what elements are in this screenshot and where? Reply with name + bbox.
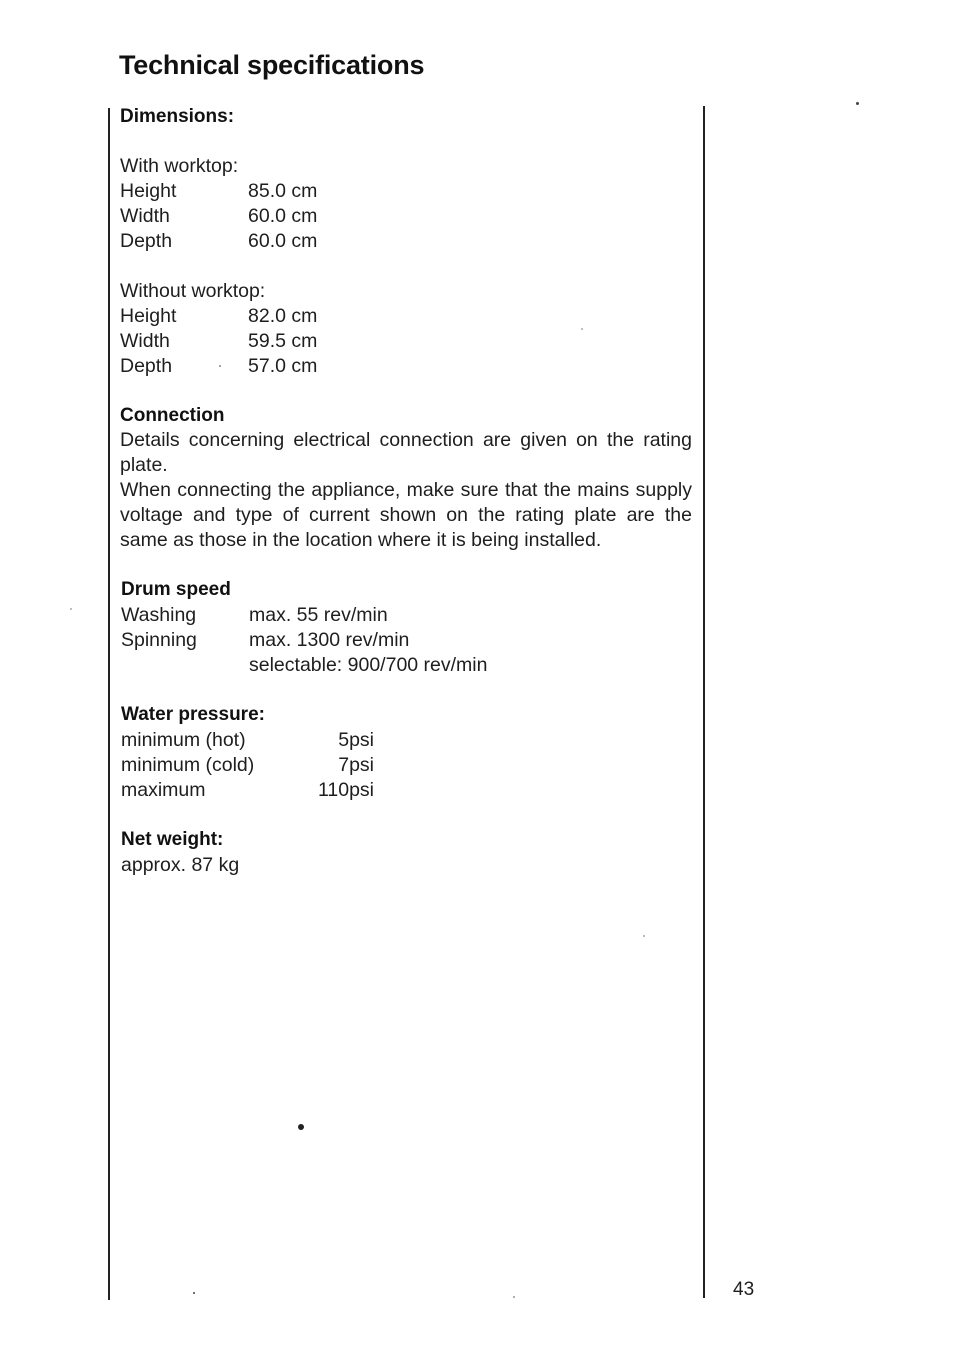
left-margin-rule [108,108,110,1300]
connection-text [120,428,692,553]
pressure-min-hot-value: 5psi [338,729,374,751]
spinning-label: Spinning [121,629,197,651]
net-weight-heading: Net weight: [121,829,224,850]
with-worktop-width-label: Width [120,205,170,227]
without-worktop-label: Without worktop: [120,280,266,302]
connection-heading: Connection [120,405,225,426]
pressure-max-label: maximum [121,779,206,801]
without-worktop-depth-label: Depth [120,355,173,377]
dimensions-heading: Dimensions: [120,106,235,127]
with-worktop-height-label: Height [120,180,177,202]
scan-speck [513,1296,515,1298]
without-worktop-width-label: Width [120,330,170,352]
without-worktop-height-label: Height [120,305,177,327]
washing-value: max. 55 rev/min [249,604,388,626]
spinning-value: max. 1300 rev/min [249,629,410,651]
without-worktop-height-value: 82.0 cm [248,305,318,327]
scan-speck [856,102,859,105]
with-worktop-width-value: 60.0 cm [248,205,318,227]
scan-speck [219,365,221,367]
spinning-selectable: selectable: 900/700 rev/min [249,654,488,676]
right-margin-rule [703,106,705,1298]
with-worktop-depth-value: 60.0 cm [248,230,318,252]
scan-speck [70,608,72,610]
pressure-max-value: 110psi [317,779,374,801]
pressure-min-hot-label: minimum (hot) [121,729,246,751]
pressure-min-cold-value: 7psi [338,754,374,776]
without-worktop-width-value: 59.5 cm [248,330,318,352]
with-worktop-depth-label: Depth [120,230,173,252]
connection-paragraph-1: Details concerning electrical connection are given on the rating plate. [120,429,692,476]
washing-label: Washing [121,604,197,626]
scan-speck [193,1292,195,1294]
scan-speck [643,935,645,937]
page-title: Technical specifications [119,50,425,80]
page-number: 43 [733,1279,755,1300]
connection-paragraph-2: When connecting the appliance, make sure that the mains supply voltage and type of current shown on the rating plate are the same as those in the location where it is being installed. [120,479,692,551]
scan-speck [298,1124,304,1130]
without-worktop-depth-value: 57.0 cm [248,355,318,377]
with-worktop-label: With worktop: [120,155,239,177]
net-weight-value: approx. 87 kg [121,854,240,876]
drum-speed-heading: Drum speed [121,579,231,600]
scan-speck [581,328,583,330]
pressure-min-cold-label: minimum (cold) [121,754,255,776]
with-worktop-height-value: 85.0 cm [248,180,318,202]
water-pressure-heading: Water pressure: [121,704,265,725]
